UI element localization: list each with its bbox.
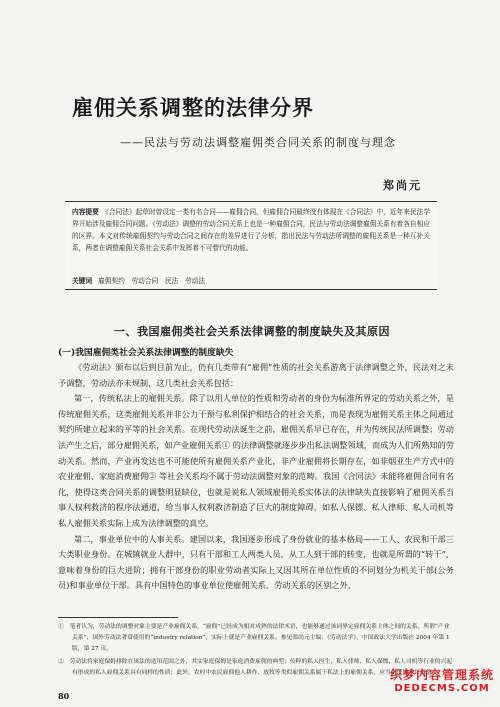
keywords-label: 关键词	[72, 277, 93, 285]
article-author: 郑尚元	[383, 179, 422, 192]
watermark-line2: DEDECMS.COM	[394, 683, 490, 694]
keywords	[72, 275, 205, 285]
subsection-heading: (一)我国雇佣类社会关系法律调整的制度缺失	[58, 348, 234, 358]
body-paragraph: 第二，事业单位中的人事关系。建国以来，我国逐步形成了身份就业的基本格局——工人、农民和干部三大类职业身份。在城镇就业人群中，只有干部和工人两类人员，从工人到干部的转变，也就是所谓的“转干”，意味着身份的巨大进阶；拥有干部身份的职业劳动者实际上又因其所在单位性质的不同划分为机关干部(公务员)和事业单位干部。具有中国特色的事业单位使雇佣关系、劳动关系的区别之外，	[58, 533, 454, 591]
article-subtitle: ——民法与劳动法调整雇佣类合同关系的制度与理念	[120, 136, 396, 149]
abstract-text: 《合同法》起草时曾设定一类有名合同——雇佣合同，但雇佣合同最终没有体现在《合同法》中，近年来民法学界开始涉及雇佣合同问题。《劳动法》调整的劳动合同关系上也是一种雇佣合同，民法与劳动法调整雇佣关系有着各自相应的区界。本文对传统雇佣契约与劳动合同之间存在的差异进行了分析，指出民法与劳动法所调整的雇佣关系是一种互补关系，两者在调整雇佣关系社会关系中发挥着不可替代的功能。	[72, 208, 431, 253]
watermark-logo	[390, 666, 494, 694]
footnote-divider	[58, 617, 178, 618]
watermark-line1: 织梦内容管理系统	[390, 668, 495, 682]
abstract	[72, 206, 430, 254]
page-number: 80	[58, 691, 70, 701]
abstract-label: 内容提要	[72, 208, 99, 216]
section-heading: 一、我国雇佣类社会关系法律调整的制度缺失及其原因	[114, 325, 390, 338]
keywords-list: 雇佣契约 劳动合同 民法 劳动法	[98, 277, 206, 285]
body-paragraph: 《劳动法》颁布以后到目前为止，仍有几类带有“雇佣”性质的社会关系游离于法律调整之外，民法对之未予调整，劳动法亦未规制，这几类社会关系包括：	[58, 362, 454, 388]
footnote: ② 劳动法将家庭保姆排除在该法的适用范围之外，其实家庭保姆是家庭消费雇佣的典型；传粹的私人医生、私人律师、私人保镖、私人司机等行业的兴起有形成的私人雇佣关系具有同样的性质；此外，农村中农民雇佣他人耕作、放牧等类似雇佣关系属于私法上的雇佣关系，应当由民法予以调整。	[58, 659, 453, 676]
body-paragraph: 第一，传统私法上的雇佣关系。除了以用人单位的性质和劳动者的身份为标准所界定的劳动关系之外，是传统雇佣关系，这类雇佣关系并非公力干预与私利保护相结合的社会关系，而是表现为雇佣关系主体之间通过契约所建立起来的平等的社会关系。在现代劳动法诞生之前，雇佣关系早已存在，并为传统民法所调整；劳动法产生之后，部分雇佣关系，如产业雇佣关系① 的法律调整就逐步步出私法调整领域，而成为人们所熟知的劳动关系。然而，产业再发达也不可能使所有雇佣关系产业化，非产业雇佣将长期存在，如非烟亚生产方式中的农业雇佣、家庭消费雇佣② 等社会关系均不属于劳动法调整对象的范畴。我国《合同法》未能将雇佣合同有名化，使得这类合同关系的调整明显缺位，也就是说私人领域雇佣关系实体法的法律缺失直接影响了雇佣关系当事人权利救济的程序法通道，给当事人权利救济制造了巨大的制度障碍，如私人保镖、私人律师、私人司机等私人雇佣关系实际上成为法律调整的真空。	[58, 393, 454, 528]
footnote: ① 笔者认为，劳动法的调整对象主要是产业雇佣关系，“雇佣”已经成为相对成熟的法律术语，也能够通过该词界定雇佣关系主体之间的关系。所谓“产业关系”，国外劳动法著常使用的“industry relation”，实际上就是产业雇佣关系。参见郑尚元主编：《劳动法学》，中国政法大学出版社 2004 年第 1 版，第 27 页。	[58, 624, 450, 652]
body-text	[58, 360, 454, 594]
article-title: 雇佣关系调整的法律分界	[72, 95, 314, 120]
